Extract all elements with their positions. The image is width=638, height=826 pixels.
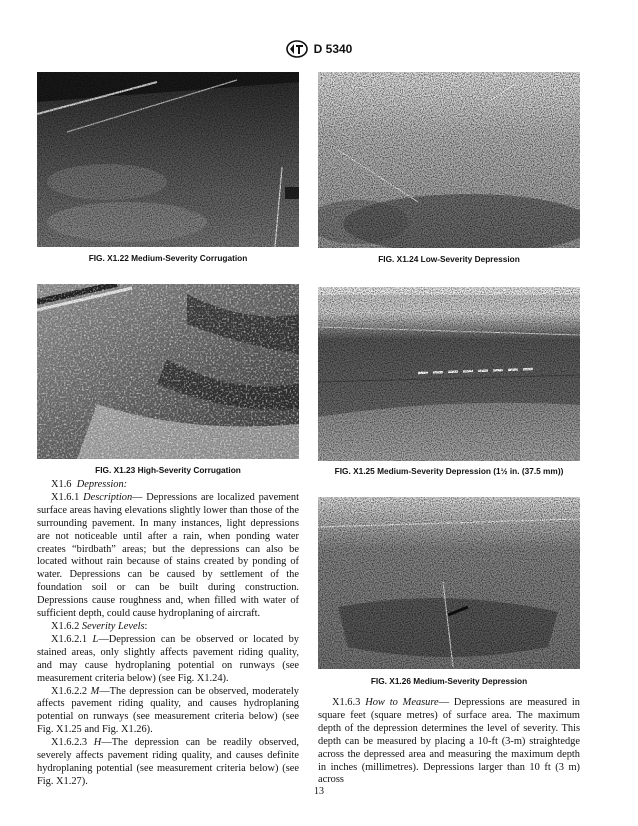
- severity-level: M: [90, 685, 100, 697]
- figure-x1-24-caption: FIG. X1.24 Low-Severity Depression: [378, 254, 520, 264]
- paragraph-x1-6-3: [318, 697, 580, 787]
- figure-x1-25-photo: [318, 287, 580, 461]
- section-number: X1.6: [51, 479, 72, 490]
- standard-designation: D 5340: [313, 42, 353, 57]
- paragraph-x1-6-2-2: [37, 686, 299, 738]
- left-column-text: [37, 479, 299, 789]
- severity-level: H: [93, 737, 102, 749]
- section-number: X1.6.2: [51, 620, 80, 632]
- section-number: X1.6.2.1: [51, 633, 88, 645]
- paragraph-text: —The depression can be readily observed, severely affects pavement riding quality, and causes definite hydroplaning potential (see measurement criteria below) (see Fig. X1.27).: [37, 737, 299, 787]
- figure-x1-22-caption: FIG. X1.22 Medium-Severity Corrugation: [88, 253, 248, 263]
- paragraph-text: — Depressions are measured in square feet (square metres) of surface area. The maximum depth of the depression determines the level of severity. This depth can be measured by placing a 10-ft (3-m) straightedge across the depressed area and measuring the maximum depth in inches (millimetres). Depressions larger than 10 ft (3 m) across: [318, 697, 580, 786]
- paragraph-x1-6-2-1: [37, 634, 299, 686]
- section-title: Severity Levels: [81, 620, 145, 632]
- page-header: [0, 40, 638, 58]
- paragraph-text: —The depression can be observed, moderately affects pavement riding quality, and causes hydroplaning potential on runways (see measurement criteria below) (see Fig. X1.25 and Fig. X1.26).: [37, 685, 299, 736]
- page-number: 13: [314, 786, 324, 797]
- section-heading-x1-6: [37, 479, 299, 492]
- section-number: X1.6.3: [332, 697, 361, 708]
- section-number: X1.6.2.3: [51, 737, 88, 749]
- right-column-text: [318, 697, 580, 787]
- section-colon: :: [144, 620, 148, 632]
- figure-x1-26-photo: [318, 497, 580, 669]
- figure-x1-26-caption: FIG. X1.26 Medium-Severity Depression: [370, 676, 528, 686]
- paragraph-x1-6-1: [37, 492, 299, 621]
- figure-x1-25-caption: FIG. X1.25 Medium-Severity Depression (1½ in. (37.5 mm)): [334, 466, 564, 476]
- section-title: Description: [83, 491, 133, 503]
- section-title: How to Measure: [365, 697, 439, 708]
- section-title: Depression:: [76, 479, 128, 490]
- paragraph-text: —Depression can be observed or located by stained areas, only slightly affects pavement riding quality, and may cause hydroplaning potential on runways (see measurement criteria below) (see Fig. X1.24).: [37, 633, 299, 684]
- figure-x1-23-photo: [37, 284, 299, 459]
- paragraph-x1-6-2-3: [37, 737, 299, 789]
- astm-logo-icon: [286, 40, 308, 58]
- section-number: X1.6.2.2: [51, 685, 88, 697]
- paragraph-x1-6-2: [37, 621, 299, 634]
- figure-x1-24-photo: [318, 72, 580, 248]
- section-number: X1.6.1: [51, 491, 80, 503]
- figure-x1-23-caption: FIG. X1.23 High-Severity Corrugation: [95, 465, 241, 475]
- paragraph-text: — Depressions are localized pavement surface areas having elevations slightly lower than those of the surrounding pavement. In many instances, light depressions are not noticeable until after a rain, when ponding water creates “birdbath” areas; but the depressions can also be located without rain because of stains created by ponding of water. Depressions can be caused by settlement of the foundation soil or can be built during construction. Depressions cause roughness and, when filled with water of sufficient depth, could cause hydroplaning of aircraft.: [37, 491, 299, 620]
- figure-x1-22-photo: [37, 72, 299, 247]
- severity-level: L: [92, 633, 99, 645]
